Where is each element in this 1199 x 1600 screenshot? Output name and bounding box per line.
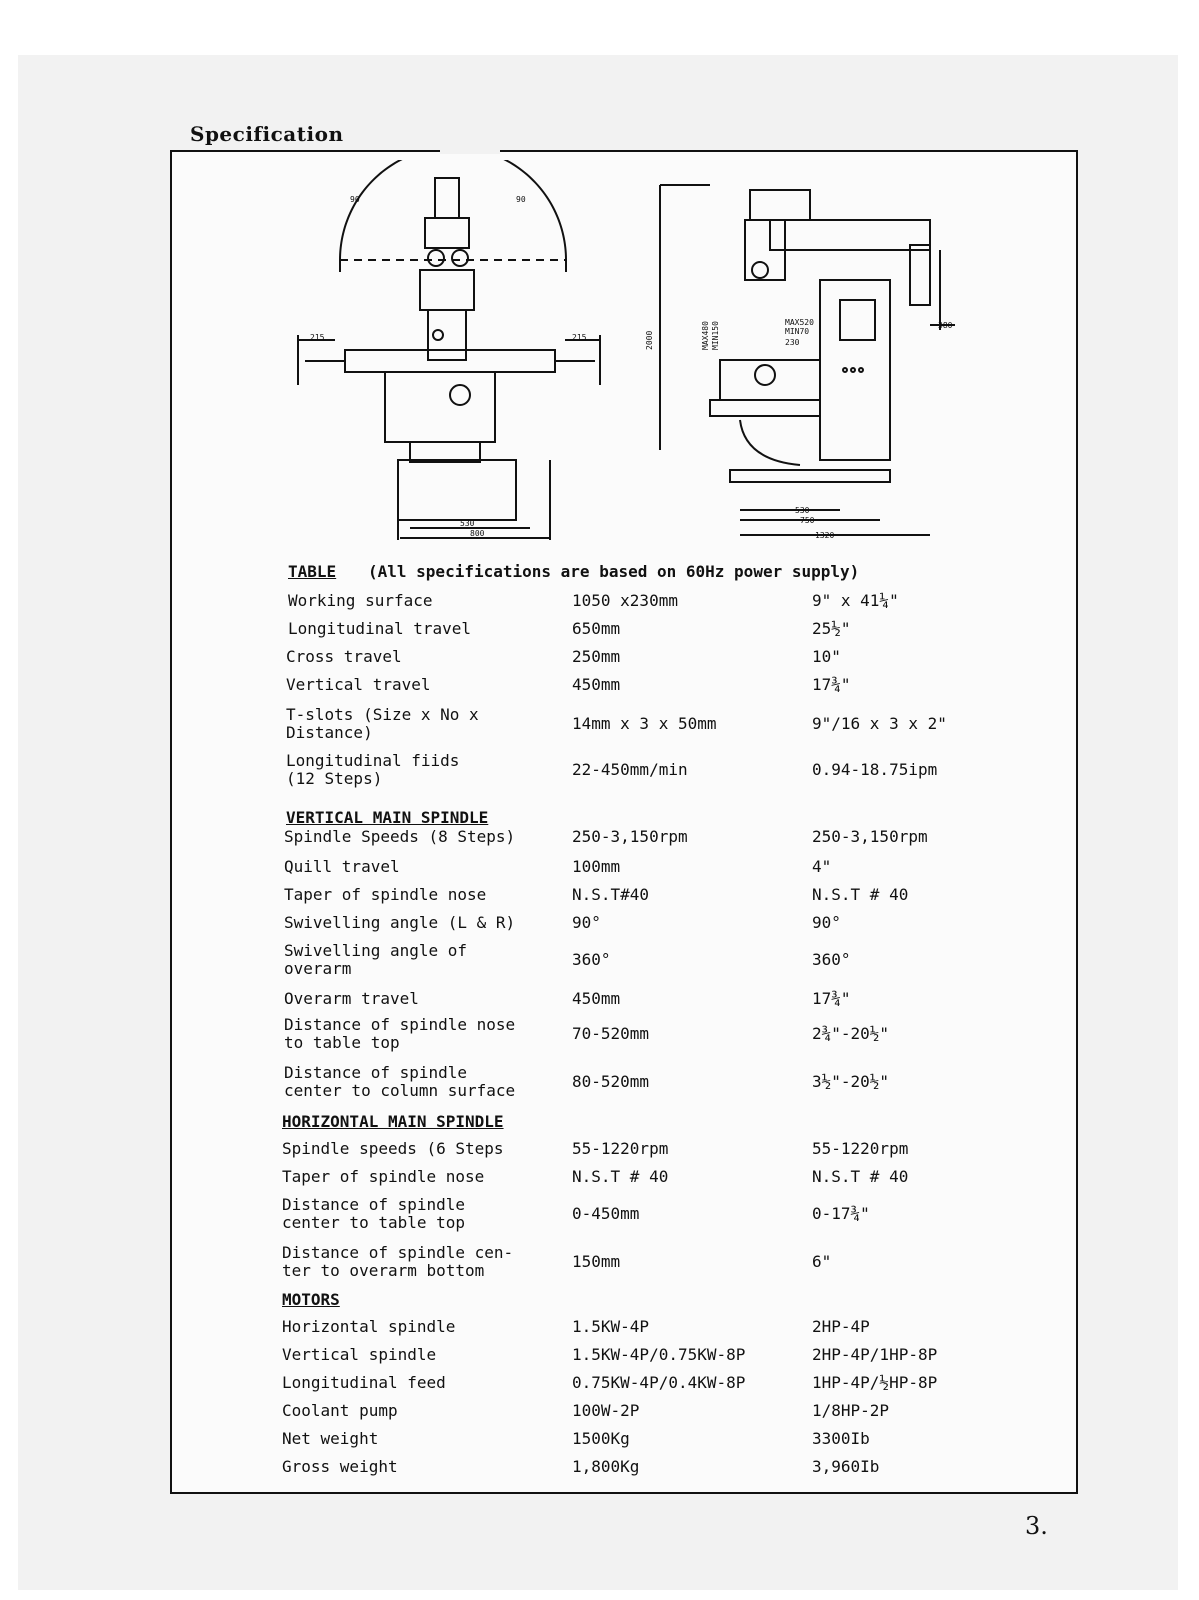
- spec-imperial-value: 1/8HP-2P: [812, 1401, 890, 1420]
- svg-text:MAX520: MAX520: [785, 318, 814, 327]
- spec-metric-value: 100mm: [572, 857, 621, 876]
- spec-imperial-value: 6": [812, 1252, 832, 1271]
- svg-text:MIN150: MIN150: [711, 321, 720, 350]
- spec-metric-value: 360°: [572, 950, 611, 969]
- spec-imperial-value: 3,960Ib: [812, 1457, 880, 1476]
- spec-metric-value: 1.5KW-4P: [572, 1317, 650, 1336]
- spec-imperial-value: 3½"-20½": [812, 1072, 890, 1091]
- spec-label: Coolant pump: [282, 1401, 398, 1420]
- spec-imperial-value: 1HP-4P/½HP-8P: [812, 1373, 938, 1392]
- svg-text:530: 530: [460, 519, 475, 528]
- spec-label: Distance of spindle center to column surface: [284, 1063, 516, 1100]
- spec-label: Taper of spindle nose: [284, 885, 487, 904]
- section-heading-motors: MOTORS: [282, 1290, 340, 1309]
- spec-label: Net weight: [282, 1429, 379, 1448]
- section-heading-horizontal: HORIZONTAL MAIN SPINDLE: [282, 1112, 504, 1131]
- spec-imperial-value: 9"/16 x 3 x 2": [812, 714, 947, 733]
- spec-label: Longitudinal feed: [282, 1373, 446, 1392]
- spec-metric-value: 450mm: [572, 989, 621, 1008]
- spec-imperial-value: 25½": [812, 619, 851, 638]
- spec-metric-value: 450mm: [572, 675, 621, 694]
- spec-metric-value: 250mm: [572, 647, 621, 666]
- spec-imperial-value: 17¾": [812, 675, 851, 694]
- spec-label: Longitudinal fiids (12 Steps): [286, 751, 460, 788]
- spec-metric-value: 250-3,150rpm: [572, 827, 688, 846]
- spec-imperial-value: 55-1220rpm: [812, 1139, 909, 1158]
- front-dimensions: [310, 195, 587, 538]
- spec-label: Taper of spindle nose: [282, 1167, 485, 1186]
- spec-metric-value: 70-520mm: [572, 1024, 650, 1043]
- spec-imperial-value: N.S.T # 40: [812, 1167, 909, 1186]
- spec-metric-value: 1.5KW-4P/0.75KW-8P: [572, 1345, 746, 1364]
- svg-text:215: 215: [572, 333, 587, 342]
- spec-metric-value: 22-450mm/min: [572, 760, 688, 779]
- spec-imperial-value: 0-17¾": [812, 1204, 870, 1223]
- spec-metric-value: 650mm: [572, 619, 621, 638]
- svg-text:90: 90: [516, 195, 526, 204]
- svg-text:530: 530: [795, 506, 810, 515]
- spec-label: Gross weight: [282, 1457, 398, 1476]
- spec-imperial-value: 0.94-18.75ipm: [812, 760, 938, 779]
- spec-metric-value: 1,800Kg: [572, 1457, 640, 1476]
- spec-label: Swivelling angle of overarm: [284, 941, 468, 978]
- spec-label: Distance of spindle center to table top: [282, 1195, 466, 1232]
- side-view: [660, 185, 955, 535]
- spec-label: Working surface: [288, 591, 433, 610]
- spec-metric-value: 0.75KW-4P/0.4KW-8P: [572, 1373, 746, 1392]
- spec-label: Distance of spindle nose to table top: [284, 1015, 516, 1052]
- spec-metric-value: 1500Kg: [572, 1429, 630, 1448]
- spec-imperial-value: 17¾": [812, 989, 851, 1008]
- spec-label: Vertical travel: [286, 675, 431, 694]
- spec-label: Quill travel: [284, 857, 400, 876]
- spec-metric-value: N.S.T#40: [572, 885, 650, 904]
- spec-label: Overarm travel: [284, 989, 419, 1008]
- svg-text:2000: 2000: [645, 330, 654, 350]
- spec-metric-value: 100W-2P: [572, 1401, 640, 1420]
- spec-metric-value: 55-1220rpm: [572, 1139, 669, 1158]
- spec-label: T-slots (Size x No x Distance): [286, 705, 479, 742]
- spec-imperial-value: 9" x 41¼": [812, 591, 899, 610]
- page-title: Specification: [190, 122, 344, 146]
- spec-metric-value: 0-450mm: [572, 1204, 640, 1223]
- spec-imperial-value: 250-3,150rpm: [812, 827, 928, 846]
- spec-metric-value: 1050 x230mm: [572, 591, 678, 610]
- front-view: [298, 160, 600, 540]
- spec-metric-value: 90°: [572, 913, 601, 932]
- page-number: 3.: [1025, 1512, 1048, 1540]
- spec-imperial-value: N.S.T # 40: [812, 885, 909, 904]
- power-supply-note: (All specifications are based on 60Hz power supply): [368, 562, 860, 581]
- spec-metric-value: 14mm x 3 x 50mm: [572, 714, 717, 733]
- spec-label: Spindle speeds (6 Steps: [282, 1139, 504, 1158]
- svg-text:750: 750: [800, 516, 815, 525]
- svg-text:90: 90: [350, 195, 360, 204]
- machine-drawing: [290, 160, 990, 560]
- spec-imperial-value: 2HP-4P: [812, 1317, 870, 1336]
- section-heading-vertical: VERTICAL MAIN SPINDLE: [286, 808, 489, 827]
- spec-imperial-value: 4": [812, 857, 832, 876]
- spec-imperial-value: 90°: [812, 913, 841, 932]
- section-heading-table: TABLE: [288, 562, 337, 581]
- svg-text:230: 230: [785, 338, 800, 347]
- frame-gap: [440, 146, 500, 154]
- svg-text:380: 380: [938, 321, 953, 330]
- spec-imperial-value: 360°: [812, 950, 851, 969]
- spec-label: Spindle Speeds (8 Steps): [284, 827, 516, 846]
- spec-label: Longitudinal travel: [288, 619, 472, 638]
- spec-label: Cross travel: [286, 647, 402, 666]
- svg-text:1320: 1320: [815, 531, 835, 540]
- spec-metric-value: 80-520mm: [572, 1072, 650, 1091]
- spec-imperial-value: 3300Ib: [812, 1429, 870, 1448]
- svg-text:800: 800: [470, 529, 485, 538]
- spec-label: Distance of spindle cen- ter to overarm bottom: [282, 1243, 514, 1280]
- svg-text:MAX480: MAX480: [701, 321, 710, 350]
- svg-text:MIN70: MIN70: [785, 327, 810, 336]
- spec-imperial-value: 2HP-4P/1HP-8P: [812, 1345, 938, 1364]
- spec-metric-value: N.S.T # 40: [572, 1167, 669, 1186]
- side-dimensions: [645, 318, 953, 540]
- spec-label: Horizontal spindle: [282, 1317, 456, 1336]
- svg-text:215: 215: [310, 333, 325, 342]
- spec-imperial-value: 2¾"-20½": [812, 1024, 890, 1043]
- spec-metric-value: 150mm: [572, 1252, 621, 1271]
- spec-label: Swivelling angle (L & R): [284, 913, 516, 932]
- spec-label: Vertical spindle: [282, 1345, 437, 1364]
- spec-imperial-value: 10": [812, 647, 841, 666]
